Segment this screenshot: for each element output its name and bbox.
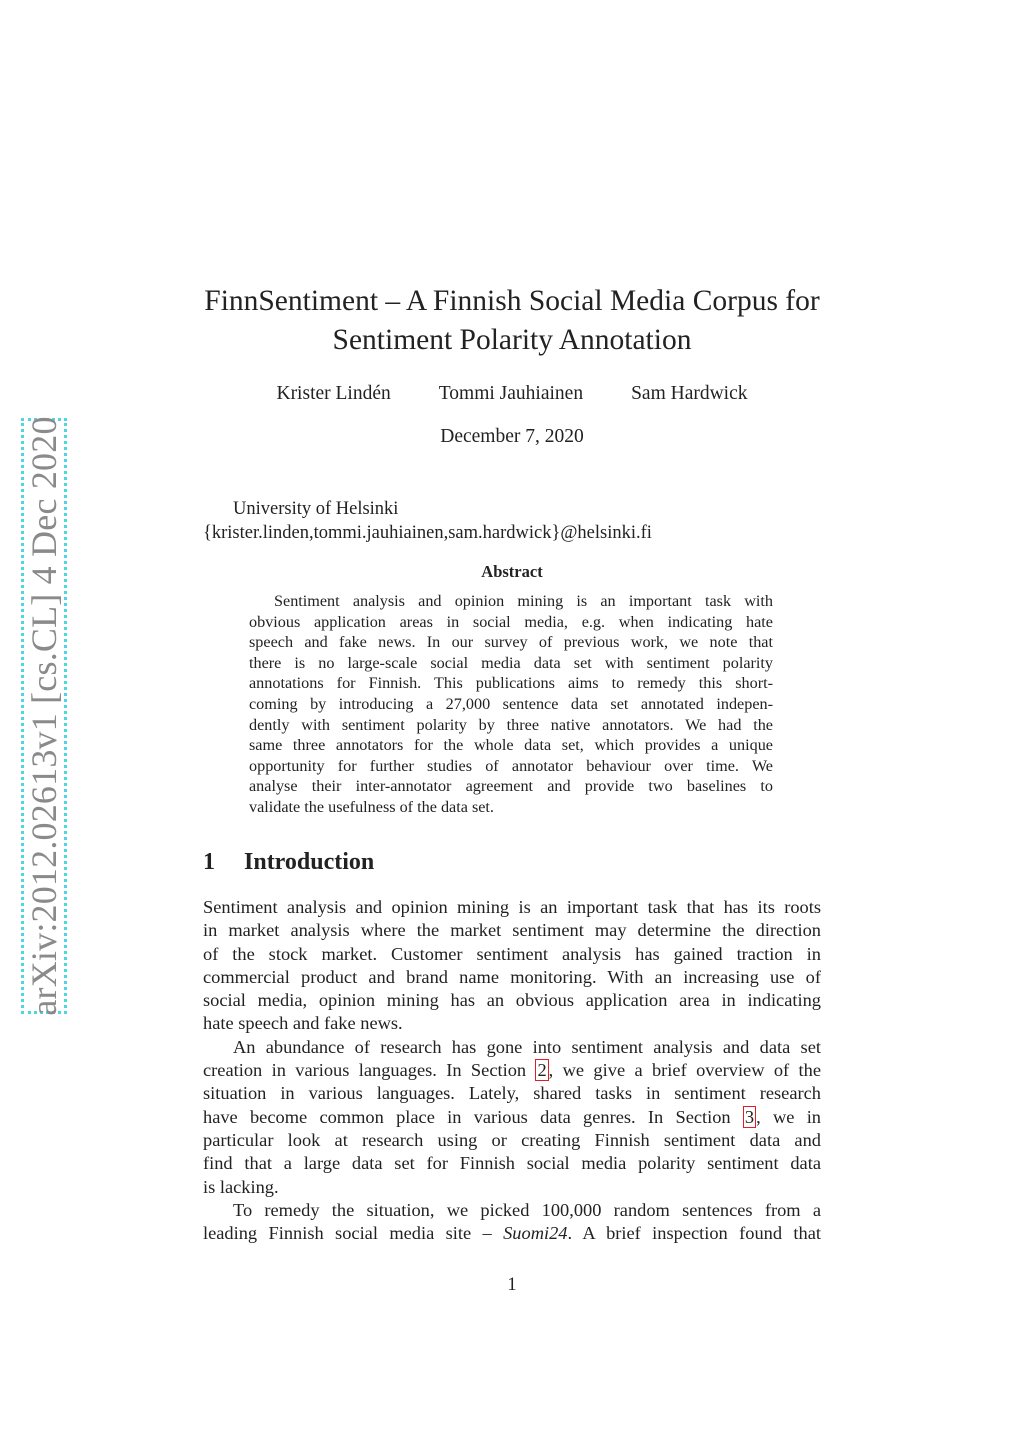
paragraph-line: An abundance of research has gone into sentiment analysis and data set	[233, 1036, 821, 1057]
abstract-line: analyse their inter-annotator agreement and provide two baselines to	[249, 777, 773, 796]
paragraph-line: To remedy the situation, we picked 100,000 random sentences from a	[233, 1199, 821, 1220]
author: Krister Lindén	[276, 383, 391, 404]
section-title: Introduction	[244, 849, 375, 875]
abstract-line: coming by introducing a 27,000 sentence data set annotated indepen-	[249, 694, 773, 713]
author: Tommi Jauhiainen	[438, 383, 584, 404]
author-list	[203, 383, 821, 405]
paragraph-line	[203, 1222, 821, 1245]
arxiv-stamp	[21, 418, 67, 1014]
abstract-line: opportunity for further studies of annotator behaviour over time. We	[249, 756, 773, 775]
text-run: , we in	[756, 1106, 821, 1127]
abstract-line: validate the usefulness of the data set.	[249, 797, 494, 816]
paper-title	[203, 282, 821, 360]
paragraph-line: in market analysis where the market sentiment may determine the direction	[203, 920, 821, 941]
arxiv-identifier: arXiv:2012.02613v1 [cs.CL] 4 Dec 2020	[24, 416, 64, 1016]
section-heading	[203, 849, 374, 876]
paragraph-line: hate speech and fake news.	[203, 1013, 403, 1034]
title-line-2: Sentiment Polarity Annotation	[332, 324, 692, 356]
paragraph-line: commercial product and brand name monitoring. With an increasing use of	[203, 966, 821, 987]
section-number: 1	[203, 849, 215, 875]
section-reference-link[interactable]: 3	[744, 1106, 755, 1127]
paragraph-line: find that a large data set for Finnish social media polarity sentiment data	[203, 1153, 821, 1174]
abstract-line: there is no large-scale social media data set with sentiment polarity	[249, 653, 773, 672]
text-run: , we give a brief overview of the	[548, 1060, 822, 1081]
paragraph-line	[203, 1106, 821, 1129]
text-run: creation in various languages. In Section	[203, 1060, 536, 1081]
institution: University of Helsinki	[233, 499, 399, 519]
abstract-line: speech and fake news. In our survey of previous work, we note that	[249, 633, 773, 652]
abstract-line: same three annotators for the whole data set, which provides a unique	[249, 736, 773, 755]
author: Sam Hardwick	[631, 383, 748, 404]
paragraph-line: situation in various languages. Lately, shared tasks in sentiment research	[203, 1083, 821, 1104]
text-run: have become common place in various data genres. In Section	[203, 1106, 743, 1127]
page-number: 1	[507, 1275, 517, 1295]
text-run: . A brief inspection found that	[567, 1223, 821, 1244]
author-emails: {krister.linden,tommi.jauhiainen,sam.hardwick}@helsinki.fi	[203, 523, 652, 543]
emphasized-text: Suomi24	[503, 1223, 568, 1244]
abstract-line: obvious application areas in social media, e.g. when indicating hate	[249, 612, 773, 631]
section-reference-link[interactable]: 2	[537, 1060, 547, 1081]
paragraph-line: Sentiment analysis and opinion mining is an important task that has its roots	[203, 897, 821, 917]
text-run: leading Finnish social media site –	[203, 1223, 504, 1244]
affiliation	[203, 497, 821, 545]
paragraph-line	[203, 1059, 821, 1082]
introduction-body	[203, 896, 821, 1245]
abstract-heading: Abstract	[481, 562, 543, 581]
title-line-1: FinnSentiment – A Finnish Social Media Corpus for	[204, 285, 820, 317]
paragraph-line: social media, opinion mining has an obvious application area in indicating	[203, 990, 821, 1011]
abstract-line: dently with sentiment polarity by three native annotators. We had the	[249, 715, 773, 734]
paragraph-line: is lacking.	[203, 1176, 279, 1197]
paragraph-line: particular look at research using or creating Finnish sentiment data and	[203, 1129, 821, 1150]
paragraph-line: of the stock market. Customer sentiment analysis has gained traction in	[203, 943, 821, 964]
abstract-line: Sentiment analysis and opinion mining is an important task with	[274, 592, 773, 610]
abstract-body	[249, 591, 773, 818]
paper-date: December 7, 2020	[440, 426, 584, 447]
abstract-line: annotations for Finnish. This publications aims to remedy this short-	[249, 674, 773, 693]
